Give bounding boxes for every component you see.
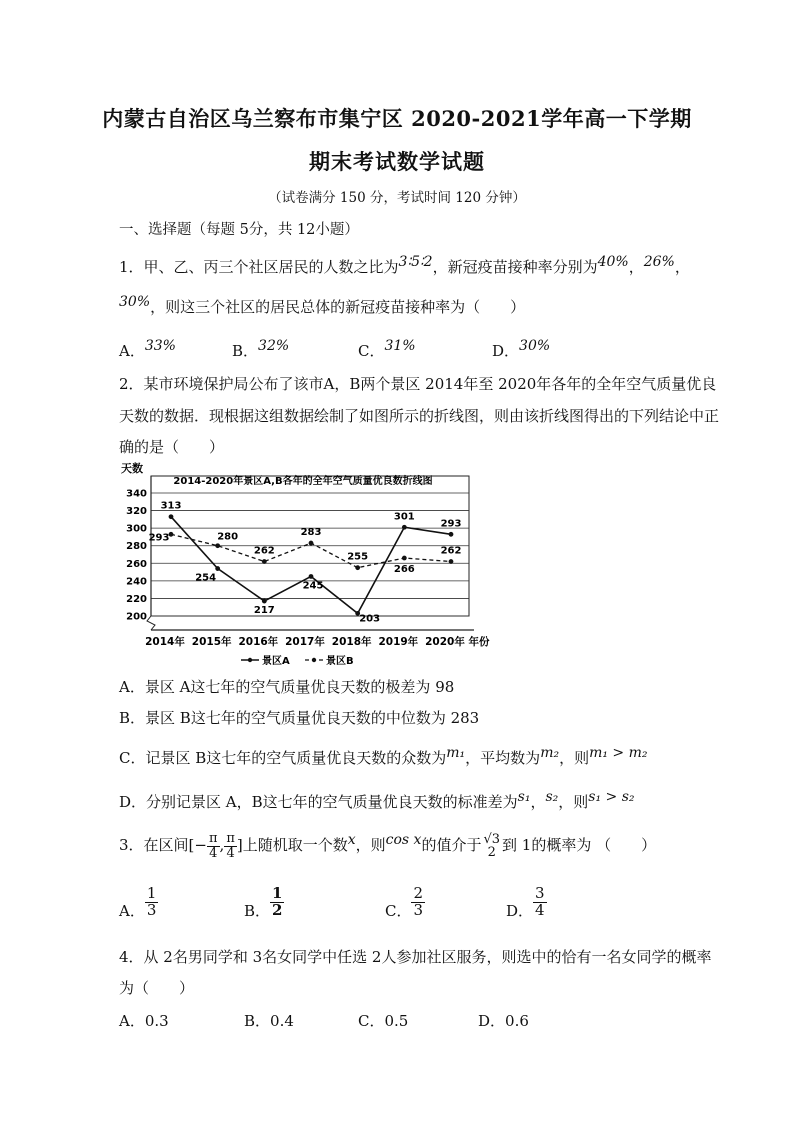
x-tick-label: 2018年	[331, 636, 372, 648]
legend-marker-b	[312, 658, 316, 662]
q1-line2	[119, 296, 525, 317]
frac-num: π	[208, 831, 218, 846]
option-label: A．	[119, 1012, 145, 1030]
chart-title: 2014-2020年景区A,B各年的全年空气质量优良数折线图	[173, 476, 433, 487]
option-label: D．	[478, 1012, 506, 1030]
y-tick-label: 260	[126, 558, 147, 570]
option-fraction	[270, 886, 284, 919]
y-tick-label: 300	[126, 523, 147, 535]
series-b-data-label: 262	[440, 545, 462, 557]
q1-rate1: 40%	[597, 254, 629, 270]
option-label: C．	[358, 342, 385, 360]
q4-line2: 为（ ）	[119, 979, 195, 997]
series-a-point	[262, 599, 267, 604]
q3-option-c	[385, 886, 425, 919]
q3-pi-over-4	[224, 832, 237, 860]
option-label: D．	[492, 342, 520, 360]
series-b-point	[402, 556, 407, 561]
q3-option-a	[119, 886, 158, 919]
series-b-data-label: 262	[253, 545, 275, 557]
q3-option-b	[244, 886, 284, 919]
option-label: B．	[232, 342, 259, 360]
q2-option-c-text: ，平均数为	[465, 749, 541, 767]
option-label: B．	[244, 1012, 271, 1030]
q2-line2: 天数的数据．现根据这组数据绘制了如图所示的折线图，则由该折线图得出的下列结论中正	[119, 407, 720, 425]
series-a-data-label: 301	[393, 511, 415, 523]
y-tick-label: 200	[126, 611, 147, 623]
chart-ylabel: 天数	[121, 462, 143, 475]
q2-sep: ，	[530, 793, 546, 811]
option-label: C．	[385, 902, 412, 921]
option-value: 0.4	[270, 1012, 294, 1030]
q2-m2: m₂	[540, 745, 560, 761]
x-tick-label: 2016年	[238, 636, 279, 648]
option-value: 33%	[144, 338, 176, 354]
q3-text: 3．在区间[	[119, 836, 195, 855]
q1-rate2: 26%	[643, 254, 675, 270]
q1-sep: ，	[628, 258, 644, 276]
series-b-data-label: 255	[347, 551, 369, 563]
frac-den: 2	[487, 845, 496, 861]
q1-option-d	[492, 340, 550, 361]
y-tick-label: 240	[126, 576, 147, 588]
series-b-point	[309, 541, 314, 546]
q4-option-b	[244, 1010, 294, 1031]
exam-title-line2: 期末考试数学试题	[309, 149, 485, 174]
q3-comma: ,	[219, 836, 225, 855]
series-a-data-label: 313	[160, 500, 182, 512]
q2-m1: m₁	[446, 745, 466, 761]
legend-label-a: 景区A	[262, 656, 290, 667]
option-value: 30%	[519, 338, 551, 354]
q2-s2: s₂	[545, 789, 559, 805]
y-tick-label: 320	[126, 506, 147, 518]
q2-inequality: m₁ > m₂	[589, 745, 648, 761]
chart-xlabel: 年份	[468, 636, 490, 648]
q1-ratio: 3∶5∶2	[398, 254, 433, 270]
series-a-data-label: 293	[440, 518, 462, 530]
q3-line	[119, 832, 656, 860]
x-tick-label: 2020年	[425, 636, 465, 648]
frac-den: 3	[413, 900, 424, 919]
q3-pi-over-4	[207, 832, 220, 860]
legend-marker-a	[248, 658, 252, 662]
y-tick-label: 220	[126, 593, 147, 605]
exam-note: （试卷满分 150 分，考试时间 120 分钟）	[268, 190, 526, 206]
q3-text: 的值介于	[421, 836, 482, 855]
option-fraction	[411, 886, 425, 919]
frac-num: 1	[146, 884, 157, 902]
q1-text: 1．甲、乙、丙三个社区居民的人数之比为	[119, 258, 399, 276]
q3-var-x: x	[347, 832, 356, 849]
q3-text: 到 1的概率为 （ ）	[502, 836, 657, 855]
q1-option-c	[358, 340, 416, 361]
q2-option-a: A．景区 A这七年的空气质量优良天数的极差为 98	[119, 678, 455, 696]
frac-den: 2	[272, 900, 283, 919]
frac-den: 4	[224, 846, 237, 861]
q1-rate3: 30%	[119, 294, 151, 310]
q1-text: ，则这三个社区的居民总体的新冠疫苗接种率为（ ）	[150, 298, 526, 316]
q3-minus: −	[194, 836, 207, 855]
option-value: 0.5	[384, 1012, 409, 1030]
q1-line1	[119, 256, 690, 277]
series-a-data-label: 203	[359, 613, 381, 625]
series-b-data-label: 280	[217, 531, 239, 543]
series-a-point	[169, 514, 174, 519]
q2-line3: 确的是（ ）	[119, 438, 225, 456]
series-b-data-label: 293	[148, 532, 170, 544]
q2-inequality: s₁ > s₂	[588, 789, 635, 805]
option-value: 31%	[384, 338, 416, 354]
exam-title-line1: 内蒙古自治区乌兰察布市集宁区 2020-2021学年高一下学期	[102, 106, 692, 131]
frac-num: √3	[483, 831, 501, 847]
legend-label-b: 景区B	[326, 656, 354, 667]
q4-line1: 4．从 2名男同学和 3名女同学中任选 2人参加社区服务，则选中的恰有一名女同学的概率	[119, 948, 712, 966]
q1-option-b	[232, 340, 289, 361]
q2-option-d-text: ，则	[558, 793, 589, 811]
option-fraction	[145, 886, 159, 919]
option-label: D．	[506, 902, 534, 921]
frac-num: π	[226, 831, 235, 846]
frac-den: 4	[535, 900, 545, 919]
series-b-point	[355, 565, 360, 570]
frac-den: 3	[146, 900, 157, 919]
q1-sep: ，	[674, 258, 690, 276]
option-value: 0.3	[144, 1012, 169, 1030]
x-tick-label: 2015年	[191, 636, 232, 648]
section-heading: 一、选择题（每题 5分，共 12小题）	[119, 222, 359, 238]
option-fraction	[533, 886, 547, 919]
q2-option-d-text: D．分别记景区 A，B这七年的空气质量优良天数的标准差为	[119, 793, 518, 811]
q3-sqrt3-over-2	[481, 833, 502, 860]
q3-option-d	[506, 886, 547, 919]
x-tick-label: 2014年	[145, 636, 185, 648]
series-a-point	[449, 532, 454, 537]
frac-num: 2	[413, 884, 424, 902]
option-value: 32%	[258, 338, 290, 354]
q3-text: ]上随机取一个数	[236, 836, 348, 855]
series-a-point	[215, 566, 220, 571]
q4-option-c	[358, 1010, 408, 1031]
option-value: 0.6	[505, 1012, 529, 1030]
option-label: A．	[119, 342, 145, 360]
series-b-point	[215, 543, 220, 548]
series-b-point	[262, 559, 267, 564]
x-tick-label: 2017年	[285, 636, 325, 648]
option-label: A．	[119, 902, 145, 921]
q2-option-d	[119, 791, 635, 812]
frac-den: 4	[207, 846, 220, 861]
series-a-data-label: 217	[253, 605, 275, 617]
q2-option-b: B．景区 B这七年的空气质量优良天数的中位数为 283	[119, 709, 480, 727]
q2-line1: 2．某市环境保护局公布了该市A，B两个景区 2014年至 2020年各年的全年空气质量优良	[119, 375, 717, 393]
q3-text: ，则	[355, 836, 386, 855]
option-label: B．	[244, 902, 271, 921]
q4-option-a	[119, 1010, 169, 1031]
series-b-data-label: 266	[393, 564, 415, 576]
series-a-data-label: 254	[195, 572, 217, 584]
series-a-point	[402, 525, 407, 530]
series-a-point	[309, 574, 314, 579]
frac-num: 1	[272, 884, 283, 902]
x-tick-label: 2019年	[378, 636, 419, 648]
q3-cosx: cos x	[385, 832, 422, 849]
q2-s1: s₁	[517, 789, 531, 805]
option-label: C．	[358, 1012, 385, 1030]
q2-option-c	[119, 747, 648, 768]
q1-text: ，新冠疫苗接种率分别为	[432, 258, 598, 276]
q2-option-c-text: ，则	[559, 749, 590, 767]
series-b-data-label: 283	[300, 527, 322, 539]
q2-option-c-text: C．记景区 B这七年的空气质量优良天数的众数为	[119, 749, 447, 767]
line-chart	[119, 458, 499, 673]
series-b-point	[449, 559, 454, 564]
y-tick-label: 280	[126, 541, 147, 553]
axis-break	[147, 616, 155, 630]
q4-option-d	[478, 1010, 529, 1031]
frac-num: 3	[535, 884, 545, 902]
series-a-data-label: 245	[302, 580, 324, 592]
q1-option-a	[119, 340, 176, 361]
y-tick-label: 340	[126, 488, 147, 500]
